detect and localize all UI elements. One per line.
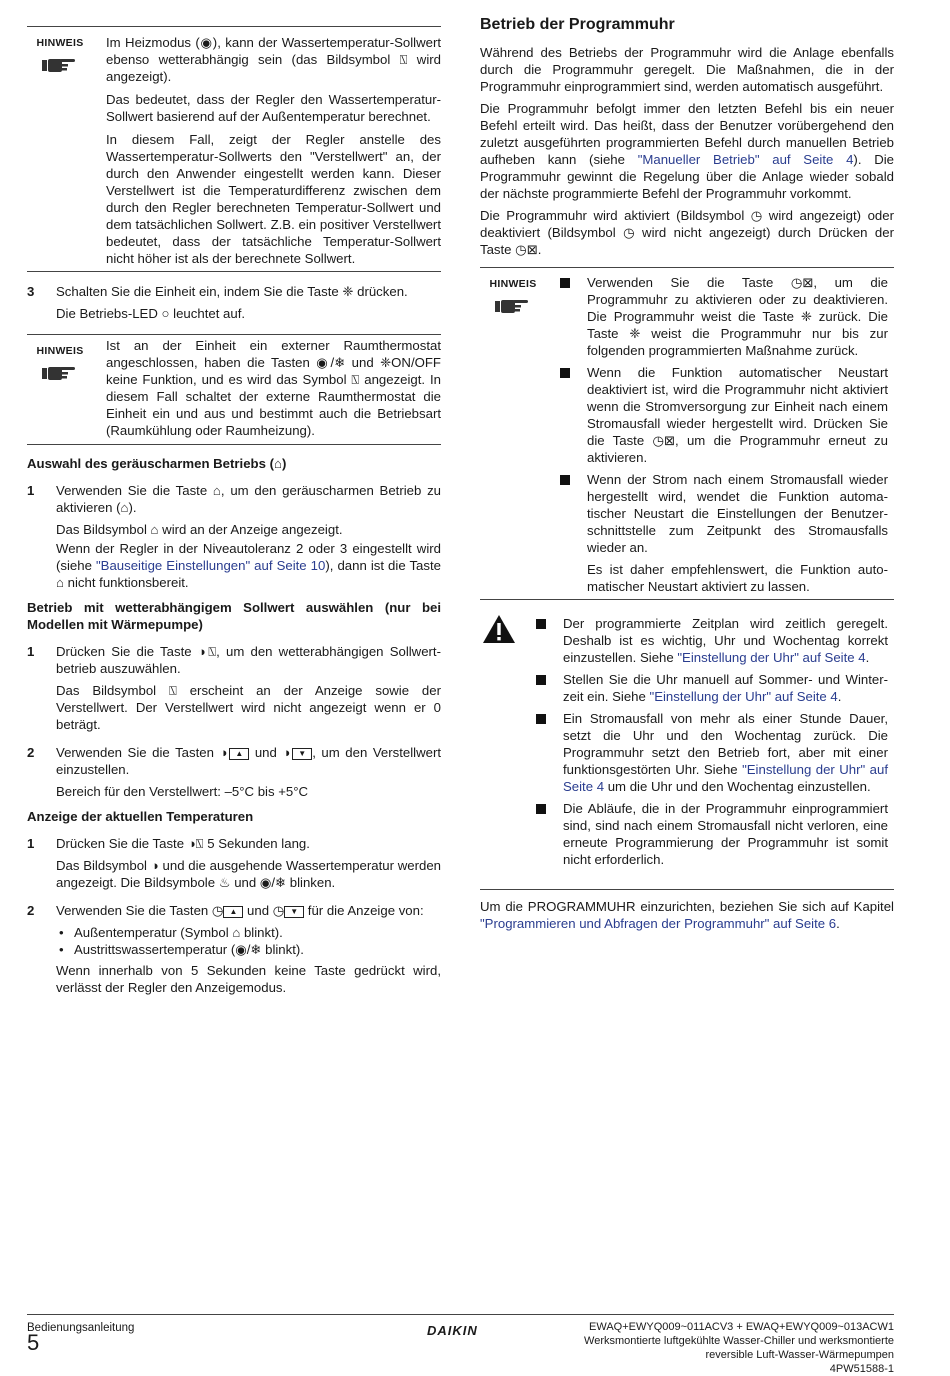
section-heading-low-noise: Auswahl des geräuscharmen Betriebs (⌂)	[27, 456, 287, 471]
page-footer	[27, 1314, 894, 1375]
step-text: Verwenden Sie die Taste ⌂, um den geräuscharmen Betrieb zu aktivieren (⌂).	[56, 483, 441, 515]
text: Wenn der Strom nach einem Stromausfall wieder hergestellt wird, wendet die Funktion automa-tischer Neustart die Einstellungen der Benutzer-schnittstelle zum Zeitpunkt des Stromausfalls wieder an.	[587, 472, 888, 555]
step-subtext: Die Betriebs-LED ○ leuchtet auf.	[56, 306, 246, 321]
document-type: Bedienungsanleitung	[27, 1322, 135, 1334]
step-subtext: Das Bildsymbol ◑ und die ausgehende Wassertemperatur werden angezeigt. Die Bildsymbole ♨ und ◉/❄ blinken.	[56, 858, 441, 890]
step-weather-1	[27, 643, 441, 738]
step-text: Drücken Sie die Taste ◑⍂ 5 Sekunden lang.	[56, 836, 310, 851]
list-subtext: Es ist daher empfehlenswert, die Funktion auto-matischer Neustart aktiviert zu lassen.	[587, 562, 888, 594]
link-manueller-betrieb[interactable]: "Manueller Betrieb" auf Seite 4	[637, 152, 854, 167]
text: Um die PROGRAMMUHR einzurichten, beziehen Sie sich auf Kapitel	[480, 899, 894, 914]
note-paragraph: Ist an der Einheit ein externer Raumthermostat angeschlossen, haben die Tasten ◉/❄ und ❈ON/OFF keine Funktion, und es wird das Symbol ⍂ angezeigt. In diesem Fall schaltet der externe Raumthermostat die Einheit ein und aus und bestimmt auch die Betriebsart (Raumkühlung oder Raumheizung).	[106, 338, 441, 438]
square-bullet-icon	[560, 475, 570, 485]
step-number: 1	[27, 483, 35, 498]
square-bullet-icon	[560, 368, 570, 378]
note-list	[559, 274, 888, 600]
text: .	[865, 650, 870, 665]
up-arrow-key-icon: ▲	[223, 906, 243, 918]
square-bullet-icon	[536, 714, 546, 724]
step-text: Drücken Sie die Taste ◑⍂, um den wetterabhängigen Sollwert-betrieb auszuwählen.	[56, 644, 441, 676]
text: um die Uhr und den Wochentag einzustellen.	[604, 779, 871, 794]
step-number: 3	[27, 284, 35, 299]
warning-icon	[482, 614, 516, 644]
list-item	[535, 671, 888, 705]
text: für die Anzeige von:	[304, 903, 424, 918]
note-box-timer	[480, 267, 894, 600]
page-number: 5	[27, 1330, 40, 1355]
note-label: HINWEIS	[36, 345, 84, 357]
step-text	[56, 744, 441, 778]
step-weather-2	[27, 744, 441, 805]
step-subtext	[56, 540, 441, 591]
text: Verwenden Sie die Tasten ◷	[56, 903, 224, 918]
step-number: 2	[27, 903, 35, 918]
step-subtext: Wenn innerhalb von 5 Sekunden keine Taste gedrückt wird, verlässt der Regler den Anzeigemodus.	[56, 963, 441, 995]
note-box-thermostat	[27, 334, 441, 445]
section-heading-timer: Betrieb der Programmuhr	[480, 16, 675, 33]
text: Ein Stromausfall von mehr als einer Stunde Dauer, setzt die Uhr und den Wochentag zurück. Die Programmuhr setzt den Betrieb fort, aber mit einer funktionsgestörten Uhr. Siehe	[563, 711, 888, 777]
model-number: EWAQ+EWYQ009~011ACV3 + EWAQ+EWYQ009~013ACW1	[589, 1321, 894, 1333]
text: Der programmierte Zeitplan wird zeitlich geregelt. Deshalb ist es wichtig, Uhr und Wochentag korrekt einzustellen. Siehe	[563, 616, 888, 665]
timer-intro	[480, 44, 894, 258]
text: Die Programmuhr befolgt immer den letzten Befehl bis ein neuer Befehl erteilt wird. Das heißt, dass der Benutzer vorübergehend den zuletzt ausgeführten programmierten Befehl durch manuellen Betrieb aufheben kann (siehe	[480, 101, 894, 167]
square-bullet-icon	[536, 619, 546, 629]
list-item	[535, 710, 888, 795]
text: , um den Verstellwert einzustellen.	[56, 745, 442, 777]
product-description: reversible Luft-Wasser-Wärmepumpen	[705, 1349, 894, 1361]
document-code: 4PW51588-1	[829, 1363, 894, 1375]
square-bullet-icon	[560, 278, 570, 288]
list-item: • Außentemperatur (Symbol ⌂ blinkt).	[56, 924, 441, 941]
list-item	[559, 274, 888, 359]
text: ), dann ist die Taste ⌂ nicht funktionsbereit.	[56, 558, 441, 590]
pointing-hand-icon	[41, 361, 77, 383]
product-description: Werksmontierte luftgekühlte Wasser-Chiller und werksmontierte	[584, 1335, 894, 1347]
down-arrow-key-icon: ▼	[284, 906, 304, 918]
down-arrow-key-icon: ▼	[292, 748, 312, 760]
list-item	[535, 615, 888, 666]
text: ). Die Programmuhr gewinnt die Regelung über die Anlage wieder sobald der nächste programmierte Befehl der Programmuhr vorkommt.	[480, 152, 894, 201]
footer-model-info	[584, 1320, 894, 1376]
warning-list	[535, 615, 888, 873]
up-arrow-key-icon: ▲	[229, 748, 249, 760]
link-programmieren-programmuhr[interactable]: "Programmieren und Abfragen der Programmuhr" auf Seite 6	[480, 916, 837, 931]
section-heading-current-temperatures: Anzeige der aktuellen Temperaturen	[27, 809, 254, 824]
note-label: HINWEIS	[36, 37, 84, 49]
note-box-heating	[27, 26, 441, 272]
step-temp-2	[27, 902, 441, 1001]
text: Wenn die Funktion automatischer Neustart deaktiviert ist, wird die Programmuhr nicht aktiviert wenn die Stromversorgung zur Einheit nach einem Stromausfall wieder hergestellt wird. Drücken Sie die Taste ◷⊠, um die Programmuhr erneut zu aktivieren.	[587, 365, 888, 465]
pointing-hand-icon	[41, 53, 77, 75]
link-einstellung-der-uhr[interactable]: "Einstellung der Uhr" auf Seite 4	[563, 762, 888, 794]
text: Stellen Sie die Uhr manuell auf Sommer- und Winter-zeit ein. Siehe	[563, 672, 888, 704]
text: .	[837, 689, 842, 704]
note-paragraph: Im Heizmodus (◉), kann der Wassertemperatur-Sollwert ebenso wetterabhängig sein (das Bildsymbol ⍂ wird angezeigt).	[106, 35, 441, 84]
paragraph-programmuhr-setup	[480, 898, 894, 932]
step-subtext: Das Bildsymbol ⌂ wird an der Anzeige angezeigt.	[56, 522, 343, 537]
list-item	[559, 364, 888, 466]
paragraph: Während des Betriebs der Programmuhr wird die Anlage ebenfalls durch die Programmuhr geregelt. Die Maßnahmen, die in der Programmuhr einprogrammiert sind, werden automatisch ausgeführt.	[480, 45, 894, 94]
text: .	[836, 916, 840, 931]
list-item: • Austrittswassertemperatur (◉/❄ blinkt).	[56, 941, 441, 958]
brand-logo: DAIKIN	[427, 1323, 478, 1338]
text: Wenn der Regler in der Niveautoleranz 2 oder 3 eingestellt wird (siehe	[56, 541, 441, 573]
square-bullet-icon	[536, 804, 546, 814]
link-einstellung-der-uhr[interactable]: "Einstellung der Uhr" auf Seite 4	[649, 689, 838, 704]
list-item	[559, 471, 888, 595]
note-label: HINWEIS	[489, 278, 537, 290]
link-bauseitige-einstellungen[interactable]: "Bauseitige Einstellungen" auf Seite 10	[95, 558, 326, 573]
step-subtext: Bereich für den Verstellwert: –5°C bis +5°C	[56, 784, 309, 799]
text: Die Abläufe, die in der Programmuhr einprogrammiert sind, sind nach einem Stromausfall nicht verloren, eine erneute Programmierung der Programmuhr ist somit nicht erforderlich.	[563, 801, 888, 867]
note-paragraph: In diesem Fall, zeigt der Regler anstelle des Wassertemperatur-Sollwerts den "Verstellwert" an, der durch den Anwender eingestellt werden kann. Dieser Verstellwert ist die Temperaturdifferenz zwischen dem durch den Regler berechneten Temperatur-Sollwert und dem tatsächlichen Sollwert. Z.B. ein positiver Verstellwert bedeutet, dass der tatsächliche Temperatur-Sollwert nicht höher ist als der berechnete Sollwert.	[106, 132, 441, 266]
text: und ◷	[243, 903, 285, 918]
bullet-list	[56, 924, 441, 958]
text: Verwenden Sie die Tasten ◑	[56, 745, 230, 760]
step-temp-1	[27, 835, 441, 896]
step-number: 2	[27, 745, 35, 760]
paragraph	[480, 100, 894, 202]
pointing-hand-icon	[494, 294, 530, 316]
list-item	[535, 800, 888, 868]
warning-box	[480, 609, 894, 890]
paragraph: Die Programmuhr wird aktiviert (Bildsymbol ◷ wird angezeigt) oder deaktiviert (Bildsymbol ◷ wird nicht angezeigt) durch Drücken der Taste ◷⊠.	[480, 208, 894, 257]
step-text: Schalten Sie die Einheit ein, indem Sie die Taste ❈ drücken.	[56, 284, 408, 299]
step-text	[56, 902, 441, 919]
note-paragraph: Das bedeutet, dass der Regler den Wassertemperatur-Sollwert basierend auf der Außentemperatur berechnet.	[106, 92, 441, 124]
step-subtext: Das Bildsymbol ⍂ erscheint an der Anzeige sowie der Verstellwert. Der Verstellwert wird nicht angezeigt wenn er 0 beträgt.	[56, 683, 441, 732]
step-low-noise-1	[27, 482, 441, 596]
link-einstellung-der-uhr[interactable]: "Einstellung der Uhr" auf Seite 4	[677, 650, 866, 665]
square-bullet-icon	[536, 675, 546, 685]
step-number: 1	[27, 836, 35, 851]
text: und ◑	[249, 745, 293, 760]
text: Verwenden Sie die Taste ◷⊠, um die Programmuhr zu aktivieren oder zu deaktivieren. Die Programmuhr weist die Taste ❈ zurück. Die Taste ❈ weist die Programmuhr nur bis zur folgenden programmierten Maßnahme zurück.	[587, 275, 888, 358]
section-heading-weather-dependent: Betrieb mit wetterabhängigem Sollwert auswählen (nur bei Modellen mit Wärmepumpe)	[27, 600, 441, 632]
step-3	[27, 283, 441, 327]
step-number: 1	[27, 644, 35, 659]
